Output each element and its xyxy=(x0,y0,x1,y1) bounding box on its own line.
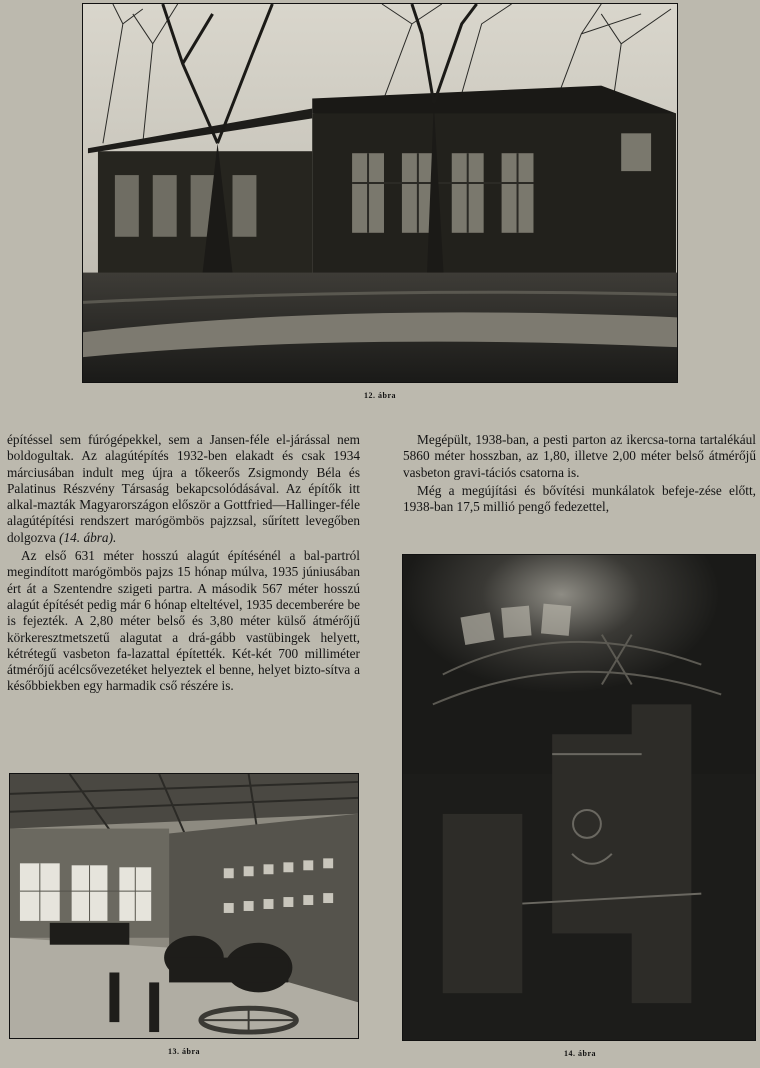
left-paragraph-1-text: építéssel sem fúrógépekkel, sem a Jansen-féle el-járással nem boldogultak. Az alagútépítés 1932-ben elakadt és csak 1934 márciusában indult meg újra a tőkeerős Zsigmondy Béla és Palatinus Részvény Társaság bekapcsolódásával. Az építők itt alkal-mazták Magyarországon először a Gottfried—Hallinger-féle alagútépítési rendszert marógömbös pajzzsal, sűrített levegőben dolgozva xyxy=(7,432,360,545)
right-paragraph-1: Megépült, 1938-ban, a pesti parton az ikercsa-torna tartalékául 5860 méter hosszban, az 1,80, illetve 2,00 méter belső átmérőjű vasbeton gravi-tációs csatorna is. xyxy=(403,432,756,480)
left-paragraph-1 xyxy=(7,432,360,546)
figure-14-caption: 14. ábra xyxy=(564,1049,596,1058)
figure-14-photo xyxy=(402,554,756,1041)
figure-13-photo xyxy=(9,773,359,1039)
figure-14-reference: (14. ábra). xyxy=(59,529,117,545)
right-text-column xyxy=(403,432,756,517)
right-paragraph-2: Még a megújítási és bővítési munkálatok befeje-zése előtt, 1938-ban 17,5 millió pengő fedezettel, xyxy=(403,482,756,515)
left-text-column xyxy=(7,432,360,697)
figure-12-caption: 12. ábra xyxy=(364,391,396,400)
figure-13-caption: 13. ábra xyxy=(168,1047,200,1056)
figure-12-photo xyxy=(82,3,678,383)
left-paragraph-2: Az első 631 méter hosszú alagút építésénél a bal-partról megindított marógömbös pajzs 15 hónap múlva, 1935 júniusában ért át a Szentendre szigeti partra. A második 567 méter hosszú alagút építését pedig már 6 hónap elteltével, 1935 decemberére be is fejezték. A 2,80 méter belső és 3,80 méter külső átmérőjű körkeresztmetszetű alagutat a drá-gább vastübingek helyett, kétrétegű vasbeton fa-lazattal építették. Két-két 700 milliméter átmérőjű acélcsővezetéket helyeztek el benne, helyet bizto-sítva a későbbiekben egy harmadik cső részére is. xyxy=(7,548,360,694)
